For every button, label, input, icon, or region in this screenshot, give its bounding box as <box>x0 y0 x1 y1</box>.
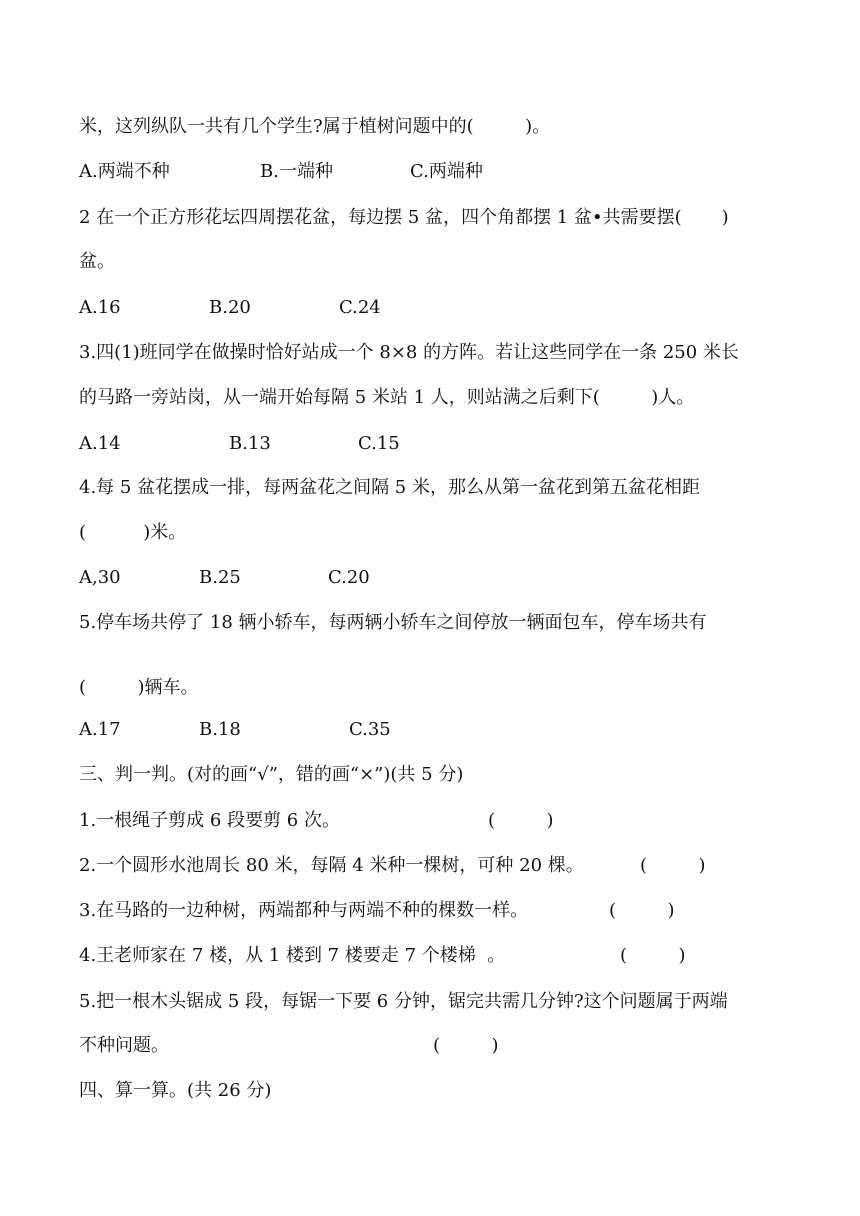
q5-option-a: A.17 <box>79 719 121 740</box>
question-4-line-1: 4.每 5 盆花摆成一排，每两盆花之间隔 5 米，那么从第一盆花到第五盆花相距 <box>79 477 700 498</box>
judge-2-blank: ( ) <box>640 855 706 876</box>
q3-option-c: C.15 <box>358 433 400 454</box>
section-4-heading: 四、算一算。(共 26 分) <box>79 1080 272 1101</box>
q3-option-a: A.14 <box>79 433 121 454</box>
judge-2-text: 2.一个圆形水池周长 80 米，每隔 4 米种一棵树，可种 20 棵。 <box>79 855 584 876</box>
q2-option-c: C.24 <box>339 297 381 318</box>
q5-option-b: B.18 <box>199 719 241 740</box>
q1-option-b: B.一端种 <box>260 161 333 182</box>
judge-1-text: 1.一根绳子剪成 6 段要剪 6 次。 <box>79 810 340 831</box>
question-4-line-2: ( )米。 <box>79 522 187 543</box>
question-2-line-2: 盆。 <box>79 251 115 272</box>
judge-3-text: 3.在马路的一边种树，两端都种与两端不种的棵数一样。 <box>79 900 529 921</box>
q4-option-c: C.20 <box>328 567 370 588</box>
q2-option-b: B.20 <box>209 297 251 318</box>
judge-4-text: 4.王老师家在 7 楼，从 1 楼到 7 楼要走 7 个楼梯 。 <box>79 945 506 966</box>
q1-option-c: C.两端种 <box>410 161 483 182</box>
q4-option-b: B.25 <box>199 567 241 588</box>
question-3-line-1: 3.四(1)班同学在做操时恰好站成一个 8×8 的方阵。若让这些同学在一条 250 米长 <box>79 342 739 363</box>
question-2-line-1: 2 在一个正方形花坛四周摆花盆，每边摆 5 盆，四个角都摆 1 盆•共需要摆( ) <box>79 207 729 228</box>
section-3-heading: 三、判一判。(对的画“√”，错的画“×”)(共 5 分) <box>79 764 464 785</box>
question-1-tail: 米，这列纵队一共有几个学生?属于植树问题中的( )。 <box>79 116 551 137</box>
judge-3-blank: ( ) <box>609 900 675 921</box>
q2-option-a: A.16 <box>79 297 121 318</box>
question-5-line-2: ( )辆车。 <box>79 677 199 698</box>
judge-5-line-1: 5.把一根木头锯成 5 段，每锯一下要 6 分钟，锯完共需几分钟?这个问题属于两端 <box>79 991 728 1012</box>
q3-option-b: B.13 <box>229 433 271 454</box>
judge-4-blank: ( ) <box>620 945 686 966</box>
judge-5-blank: ( ) <box>433 1035 499 1056</box>
judge-1-blank: ( ) <box>488 810 554 831</box>
q5-option-c: C.35 <box>349 719 391 740</box>
question-3-line-2: 的马路一旁站岗，从一端开始每隔 5 米站 1 人，则站满之后剩下( )人。 <box>79 387 695 408</box>
question-5-line-1: 5.停车场共停了 18 辆小轿车，每两辆小轿车之间停放一辆面包车，停车场共有 <box>79 612 707 633</box>
q4-option-a: A,30 <box>79 567 121 588</box>
judge-5-line-2: 不种问题。 <box>79 1035 169 1056</box>
q1-option-a: A.两端不种 <box>79 161 170 182</box>
